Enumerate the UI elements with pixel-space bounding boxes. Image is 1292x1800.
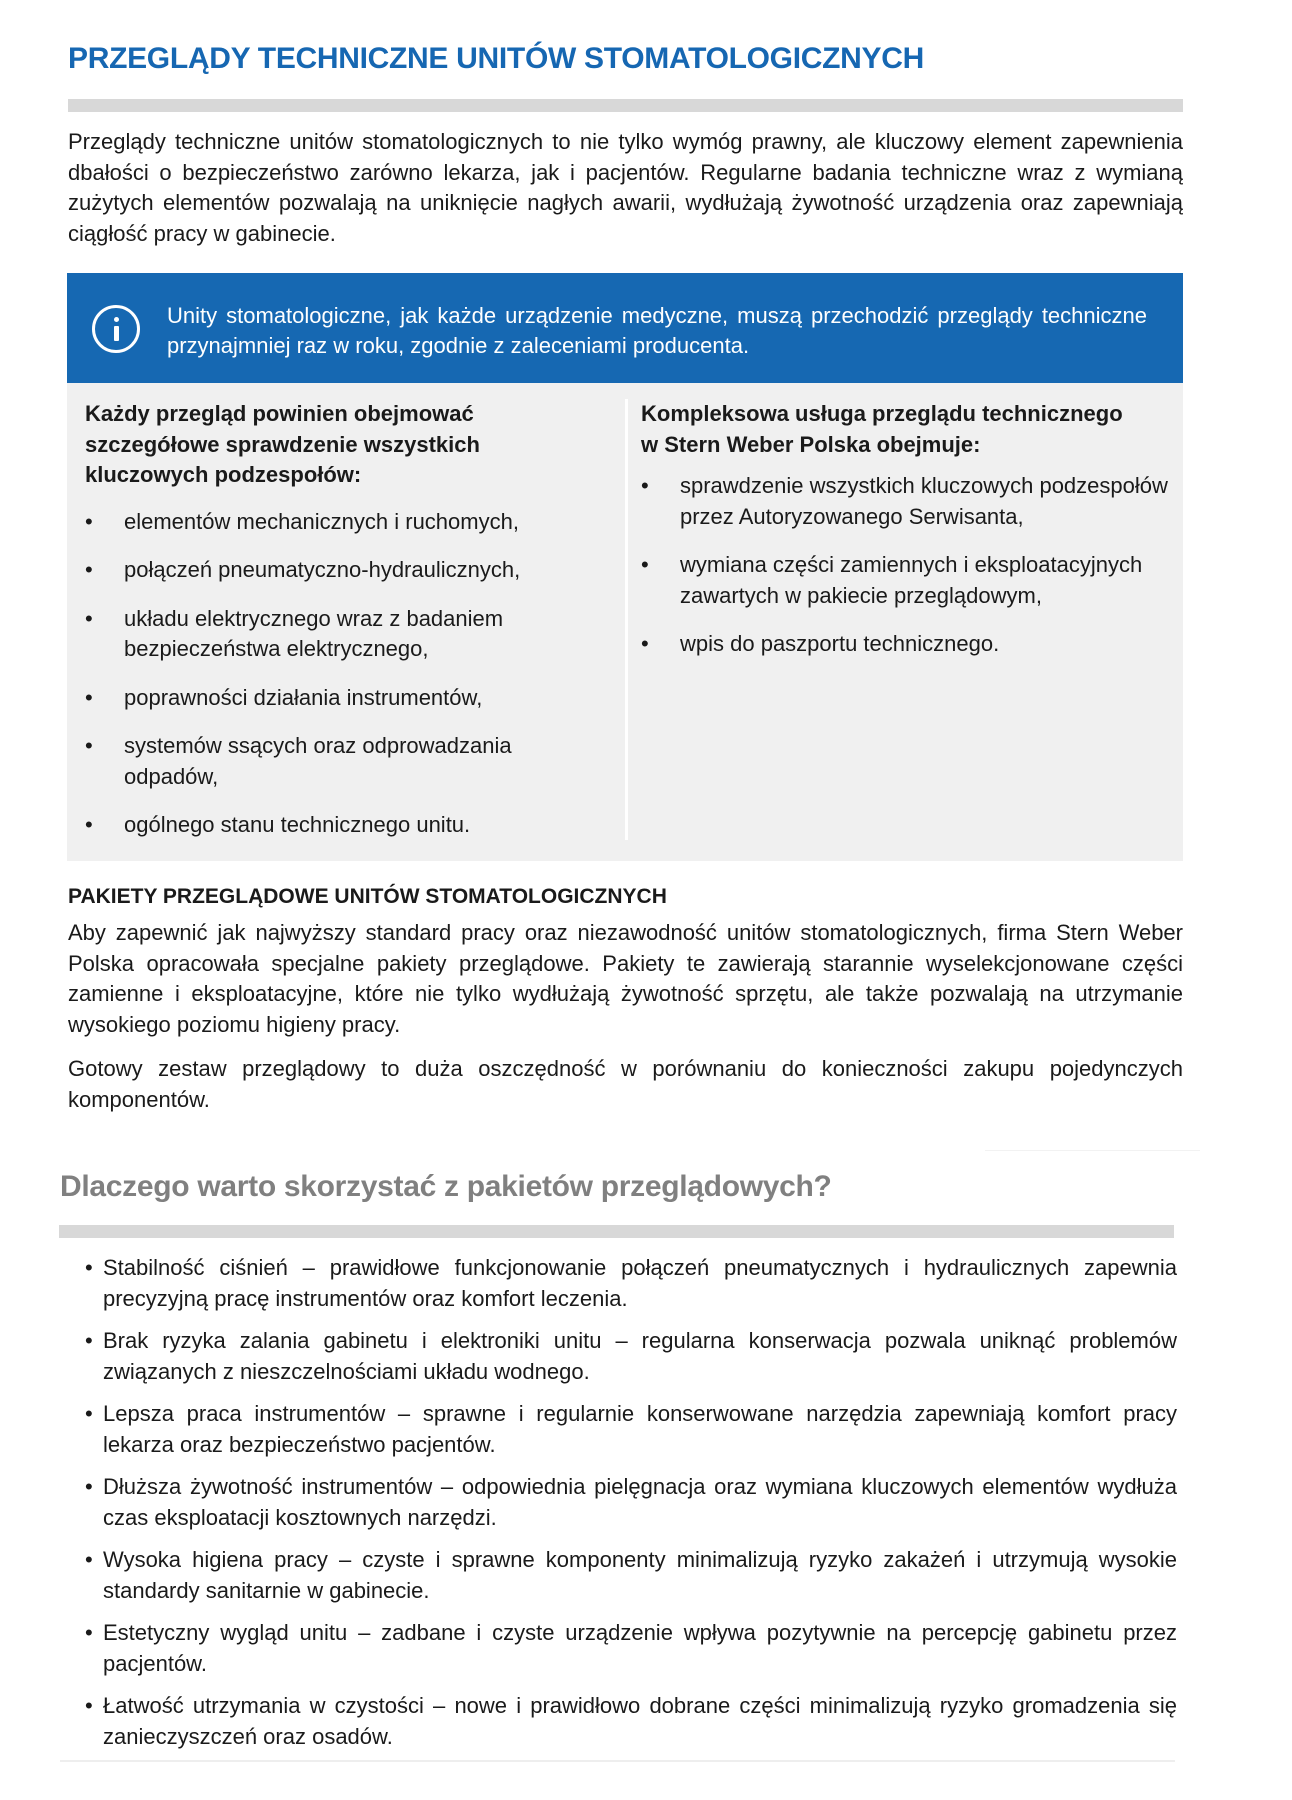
bullet-icon: • bbox=[85, 1547, 93, 1572]
packages-paragraph: Aby zapewnić jak najwyższy standard pracy oraz niezawodność unitów stomatologicznych, firma Stern Weber Polska opracowała specjalne pakiety przeglądowe. Pakiety te zawierają starannie wyselekcjonowane części zamienne i eksploatacyjne, które nie tylko wydłużają żywotność sprzętu, ale także pozwalają na utrzymanie wysokiego poziomu higieny pracy. bbox=[68, 920, 1183, 1037]
bullet-icon: • bbox=[85, 605, 93, 631]
list-item: • sprawdzenie wszystkich kluczowych podzespołów przez Autoryzowanego Serwisanta, bbox=[641, 473, 1168, 529]
info-callout-text: Unity stomatologiczne, jak każde urządzenie medyczne, muszą przechodzić przeglądy techniczne przynajmniej raz w roku, zgodnie z zaleceniami producenta. bbox=[167, 303, 1147, 358]
list-item: • Lepsza praca instrumentów – sprawne i regularnie konserwowane narzędzia zapewniają komfort pracy lekarza oraz bezpieczeństwo pacjentów. bbox=[85, 1398, 1177, 1460]
bullet-icon: • bbox=[85, 1620, 93, 1645]
list-item: • wymiana części zamiennych i eksploatacyjnych zawartych w pakiecie przeglądowym, bbox=[641, 552, 1143, 608]
column-divider bbox=[625, 399, 628, 840]
bullet-icon: • bbox=[85, 812, 93, 837]
list-item: • poprawności działania instrumentów, bbox=[85, 683, 605, 714]
faint-separator bbox=[985, 1150, 1200, 1151]
packages-savings-paragraph: Gotowy zestaw przeglądowy to duża oszczędność w porównaniu do konieczności zakupu pojedynczych komponentów. bbox=[68, 1056, 1183, 1112]
service-scope-column bbox=[641, 399, 1171, 678]
intro-paragraph: Przeglądy techniczne unitów stomatologicznych to nie tylko wymóg prawny, ale kluczowy element zapewnienia dbałości o bezpieczeństwo zarówno lekarza, jak i pacjentów. Regularne badania techniczne wraz z wymianą zużytych elementów pozwalają na uniknięcie nagłych awarii, wydłużają żywotność urządzenia oraz zapewniają ciągłość pracy w gabinecie. bbox=[68, 129, 1183, 246]
list-item: • Stabilność ciśnień – prawidłowe funkcjonowanie połączeń pneumatycznych i hydraulicznych zapewnia precyzyjną pracę instrumentów oraz komfort leczenia. bbox=[85, 1252, 1177, 1314]
info-icon bbox=[92, 305, 140, 353]
bottom-separator bbox=[60, 1760, 1175, 1762]
inspection-scope-list bbox=[85, 507, 605, 841]
list-item: • układu elektrycznego wraz z badaniem bezpieczeństwa elektrycznego, bbox=[85, 605, 504, 661]
why-underline-bar bbox=[59, 1225, 1174, 1238]
bullet-icon: • bbox=[85, 684, 93, 710]
inspection-scope-heading: Każdy przegląd powinien obejmować szczegółowe sprawdzenie wszystkich kluczowych podzespołów: bbox=[85, 401, 480, 487]
bullet-icon: • bbox=[85, 1474, 93, 1499]
page-title: PRZEGLĄDY TECHNICZNE UNITÓW STOMATOLOGICZNYCH bbox=[68, 42, 924, 75]
info-callout bbox=[67, 273, 1183, 383]
bullet-icon: • bbox=[85, 1328, 93, 1353]
bullet-icon: • bbox=[641, 552, 649, 577]
list-item: • ogólnego stanu technicznego unitu. bbox=[85, 810, 605, 841]
service-scope-heading: Kompleksowa usługa przeglądu technicznego w Stern Weber Polska obejmuje: bbox=[641, 401, 1123, 457]
list-item: • Wysoka higiena pracy – czyste i sprawne komponenty minimalizują ryzyko zakażeń i utrzymują wysokie standardy sanitarnie w gabinecie. bbox=[85, 1544, 1177, 1606]
bullet-icon: • bbox=[85, 1401, 93, 1426]
bullet-icon: • bbox=[641, 631, 649, 656]
checklist-panel bbox=[67, 383, 1183, 861]
bullet-icon: • bbox=[85, 1693, 93, 1718]
packages-heading: PAKIETY PRZEGLĄDOWE UNITÓW STOMATOLOGICZNYCH bbox=[68, 885, 667, 908]
service-scope-list bbox=[641, 471, 1171, 660]
inspection-scope-column bbox=[85, 399, 605, 859]
list-item: • Łatwość utrzymania w czystości – nowe i prawidłowo dobrane części minimalizują ryzyko gromadzenia się zanieczyszczeń oraz osadów. bbox=[85, 1690, 1177, 1752]
list-item: • Brak ryzyka zalania gabinetu i elektroniki unitu – regularna konserwacja pozwala uniknąć problemów związanych z nieszczelnościami układu wodnego. bbox=[85, 1325, 1177, 1387]
bullet-icon: • bbox=[641, 473, 649, 498]
bullet-icon: • bbox=[85, 557, 93, 582]
list-item: • Estetyczny wygląd unitu – zadbane i czyste urządzenie wpływa pozytywnie na percepcję gabinetu przez pacjentów. bbox=[85, 1617, 1177, 1679]
list-item: • wpis do paszportu technicznego. bbox=[641, 629, 1171, 660]
bullet-icon: • bbox=[85, 733, 93, 758]
why-heading: Dlaczego warto skorzystać z pakietów przeglądowych? bbox=[60, 1170, 832, 1203]
bullet-icon: • bbox=[85, 508, 93, 534]
bullet-icon: • bbox=[85, 1255, 93, 1280]
list-item: • Dłuższa żywotność instrumentów – odpowiednia pielęgnacja oraz wymiana kluczowych elementów wydłuża czas eksploatacji kosztownych narzędzi. bbox=[85, 1471, 1177, 1533]
list-item: • elementów mechanicznych i ruchomych, bbox=[85, 507, 605, 538]
list-item: • systemów ssących oraz odprowadzania odpadów, bbox=[85, 733, 512, 789]
benefits-list bbox=[85, 1252, 1177, 1763]
list-item: • połączeń pneumatyczno-hydraulicznych, bbox=[85, 555, 605, 586]
title-underline-bar bbox=[68, 99, 1183, 112]
